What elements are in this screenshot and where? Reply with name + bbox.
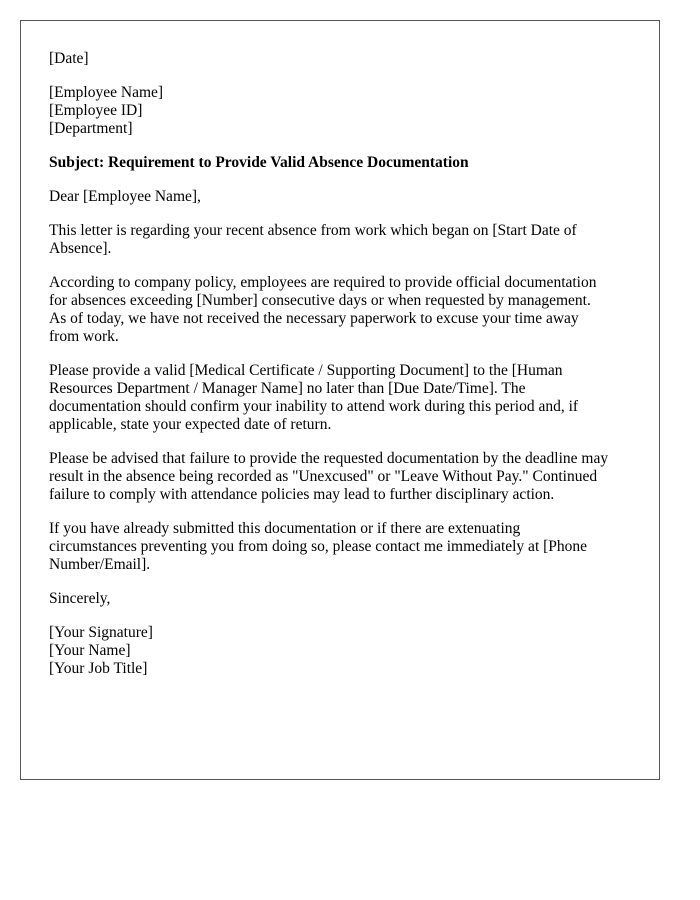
paragraph-1: This letter is regarding your recent absence from work which began on [Start Date of Absence]. (49, 222, 577, 257)
letter-body (49, 50, 609, 694)
date-block (49, 50, 609, 68)
paragraph-2: According to company policy, employees are required to provide official documentation for absences exceeding [Number] consecutive days or when requested by management. As of today, we have not received the necessary paperwork to excuse your time away from work. (49, 274, 597, 345)
recipient-name: [Employee Name] (49, 84, 164, 101)
paragraph-3: Please provide a valid [Medical Certificate / Supporting Document] to the [Human Resources Department / Manager Name] no later than [Due Date/Time]. The documentation should confirm your inability to attend work during this period and, if applicable, state your expected date of return. (49, 362, 579, 433)
paragraph-4: Please be advised that failure to provide the requested documentation by the deadline may result in the absence being recorded as "Unexcused" or "Leave Without Pay." Continued failure to comply with attendance policies may lead to further disciplinary action. (49, 450, 609, 503)
paragraph-5: If you have already submitted this documentation or if there are extenuating circumstances preventing you from doing so, please contact me immediately at [Phone Number/Email]. (49, 520, 588, 573)
sender-title: [Your Job Title] (49, 660, 148, 677)
sender-name: [Your Name] (49, 642, 131, 659)
letter-subject: Subject: Requirement to Provide Valid Absence Documentation (49, 154, 469, 171)
signature-line: [Your Signature] (49, 624, 153, 641)
recipient-id: [Employee ID] (49, 102, 143, 119)
signature-block (49, 624, 609, 678)
closing: Sincerely, (49, 590, 111, 607)
recipient-block (49, 84, 609, 138)
salutation: Dear [Employee Name], (49, 188, 201, 205)
letter-date: [Date] (49, 50, 89, 67)
letter-page (20, 20, 660, 780)
recipient-department: [Department] (49, 120, 133, 137)
